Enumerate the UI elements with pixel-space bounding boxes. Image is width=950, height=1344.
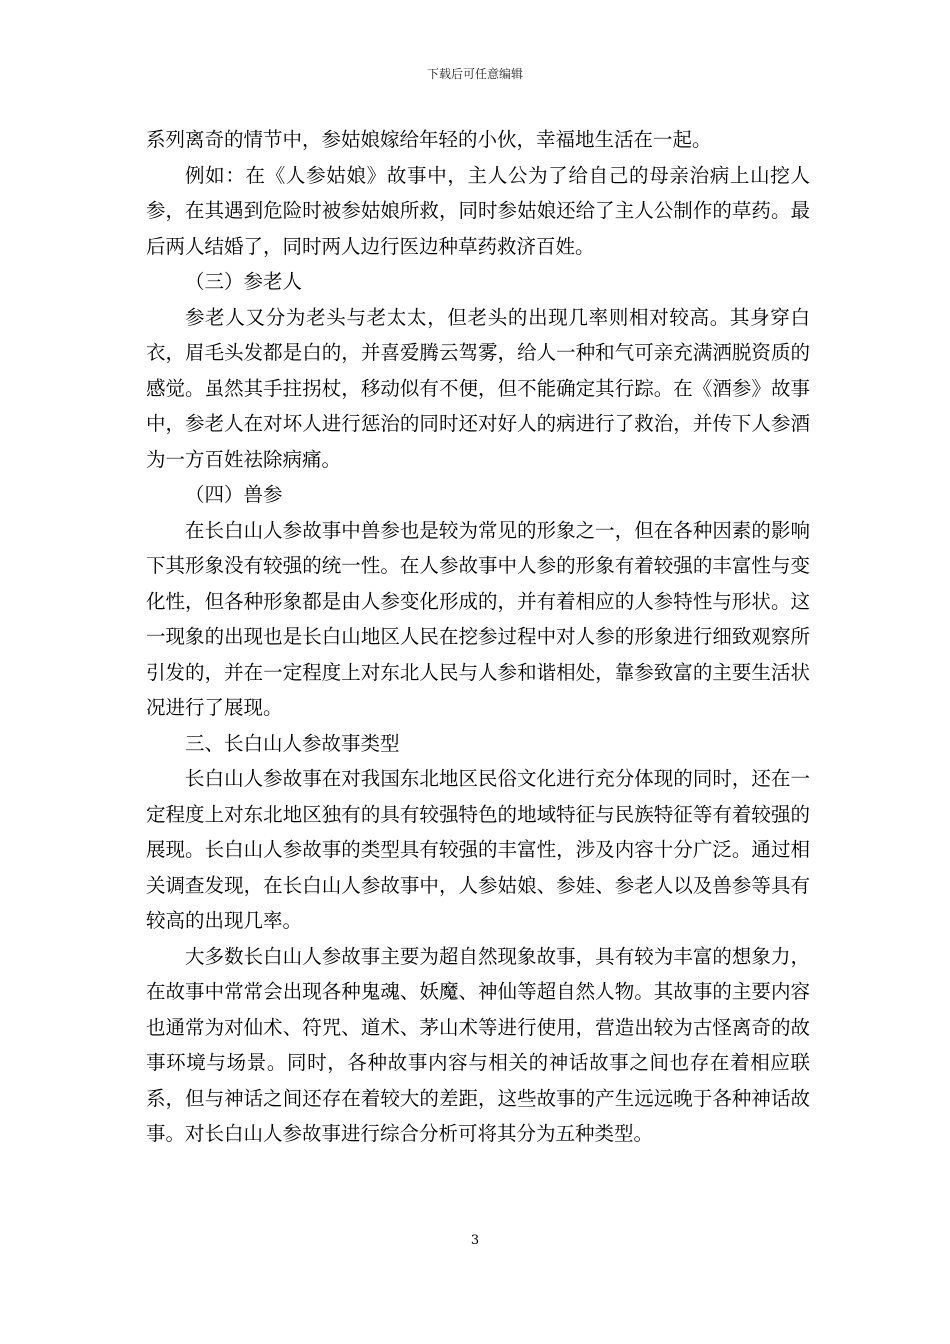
paragraph-example: 例如：在《人参姑娘》故事中，主人公为了给自己的母亲治病上山挖人参，在其遇到危险时被参姑娘所救，同时参姑娘还给了主人公制作的草药。最后两人结婚了，同时两人边行医边种草药救济百姓。 bbox=[146, 163, 810, 258]
paragraph-continuation: 系列离奇的情节中，参姑娘嫁给年轻的小伙，幸福地生活在一起。 bbox=[146, 128, 712, 151]
page-header: 下载后可任意编辑 bbox=[426, 67, 523, 81]
paragraph-story-types-intro: 长白山人参故事在对我国东北地区民俗文化进行充分体现的同时，还在一定程度上对东北地区独有的具有较强特色的地域特征与民族特征等有着较强的展现。长白山人参故事的类型具有较强的丰富性，涉及内容十分广泛。通过相关调查发现，在长白山人参故事中，人参姑娘、参娃、参老人以及兽参等具有较高的出现几率。 bbox=[146, 767, 810, 932]
section-heading-shou-shen: （四）兽参 bbox=[185, 483, 283, 506]
paragraph-shen-laoren: 参老人又分为老头与老太太，但老头的出现几率则相对较高。其身穿白衣，眉毛头发都是白的，并喜爱腾云驾雾，给人一种和气可亲充满洒脱资质的感觉。虽然其手拄拐杖，移动似有不便，但不能确定其行踪。在《酒参》故事中，参老人在对坏人进行惩治的同时还对好人的病进行了救治，并传下人参酒为一方百姓祛除病痛。 bbox=[146, 305, 810, 471]
section-heading-shen-laoren: （三）参老人 bbox=[185, 270, 303, 293]
section-heading-story-types: 三、长白山人参故事类型 bbox=[185, 731, 400, 755]
page-number: 3 bbox=[470, 1233, 480, 1248]
paragraph-shou-shen: 在长白山人参故事中兽参也是较为常见的形象之一，但在各种因素的影响下其形象没有较强的统一性。在人参故事中人参的形象有着较强的丰富性与变化性，但各种形象都是由人参变化形成的，并有着相应的人参特性与形状。这一现象的出现也是长白山地区人民在挖参过程中对人参的形象进行细致观察所引发的，并在一定程度上对东北人民与人参和谐相处，靠参致富的主要生活状况进行了展现。 bbox=[146, 518, 810, 719]
document-body bbox=[146, 122, 810, 1152]
paragraph-supernatural-stories: 大多数长白山人参故事主要为超自然现象故事，具有较为丰富的想象力，在故事中常常会出现各种鬼魂、妖魔、神仙等超自然人物。其故事的主要内容也通常为对仙术、符咒、道术、茅山术等进行使用，营造出较为古怪离奇的故事环境与场景。同时，各种故事内容与相关的神话故事之间也存在着相应联系，但与神话之间还存在着较大的差距，这些故事的产生远远晚于各种神话故事。对长白山人参故事进行综合分析可将其分为五种类型。 bbox=[146, 944, 810, 1145]
